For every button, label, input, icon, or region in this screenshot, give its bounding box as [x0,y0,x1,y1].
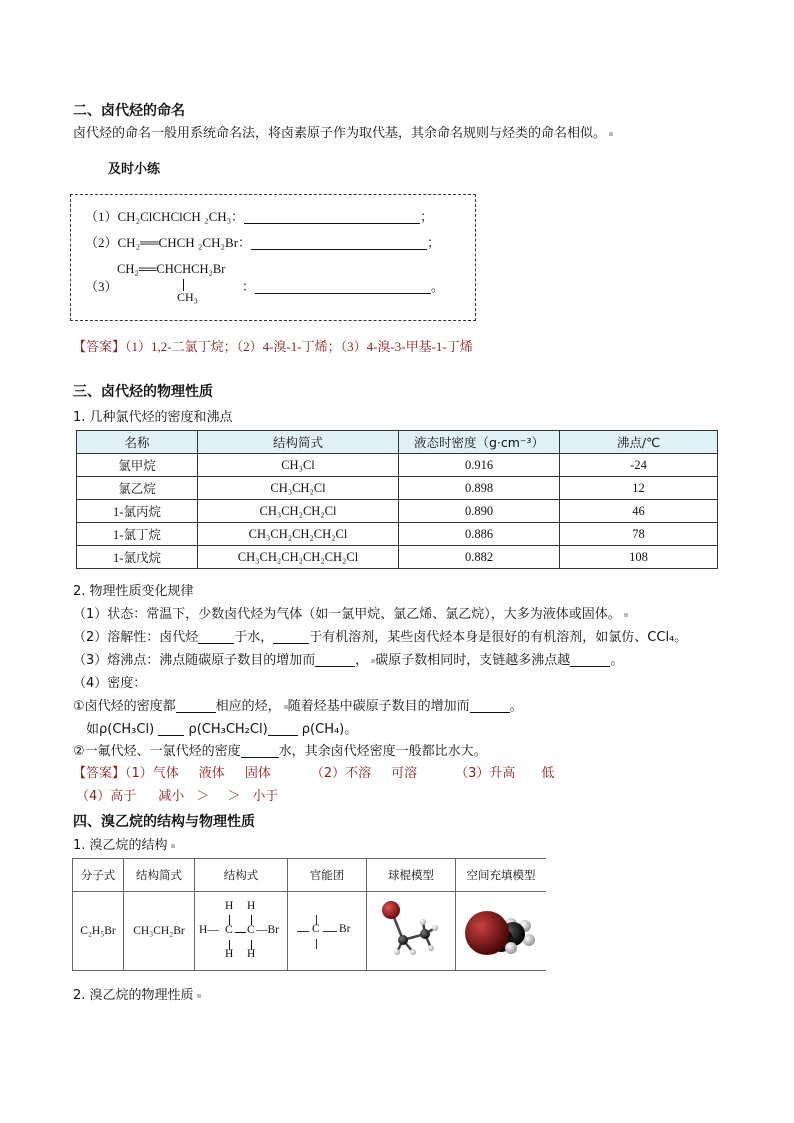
marker-icon [624,613,628,617]
practice-title: 及时小练 [108,162,161,177]
q-number: （3） [85,279,118,294]
answer-item: （4）高于 [76,789,137,804]
answer-item: 小于 [252,789,279,804]
q-end: 。 [431,279,445,294]
answer-blank[interactable] [315,652,355,667]
table-cell: 108 [560,546,718,569]
atom-label: —Br [256,924,279,936]
rule-text: ρ(CH₃CH₂Cl) [188,722,268,737]
atom-label: C [225,924,233,936]
answer-blank[interactable] [268,721,298,736]
paragraph [73,122,613,141]
table-cell: 氯乙烷 [77,477,198,500]
structural-formula-cell [195,892,288,971]
table-cell: CH₃CH₂CH₂Cl [198,500,399,523]
marker-icon [171,844,175,848]
functional-group-cell [288,892,367,971]
answer-item: （1）气体 [125,766,179,781]
rule-text: （3）熔沸点：沸点随碳原子数目的增加而 [73,653,316,668]
answer-blank[interactable] [251,235,427,250]
table-cell: CH₃CH₂Cl [198,477,399,500]
answer-item: 可溶 [391,766,418,781]
atom-label: H [247,900,256,912]
answer-blank[interactable] [176,698,216,713]
section-heading: 四、溴乙烷的结构与物理性质 [73,814,255,830]
answer-tag: 【答案】 [73,340,126,355]
chlorinated-hydrocarbon-table [76,430,718,569]
table-cell: 1-氯戊烷 [77,546,198,569]
rule-text: 相应的烃， [215,699,281,714]
rule-text: 如ρ(CH₃Cl) [86,722,155,737]
answer-blank[interactable] [158,721,184,736]
column-header: 名称 [77,431,198,454]
answer-blank[interactable] [198,629,234,644]
answer-item: ＞ [196,789,210,804]
q3-formula-top: CH₂══CHCHCH₂Br [117,262,226,276]
answer-item: （3）升高 [455,766,516,781]
rule-text: ， [355,653,369,668]
table-row [73,892,547,971]
column-header: 球棍模型 [367,859,456,892]
answer-blank[interactable] [570,652,610,667]
subheading: 1. 几种氯代烃的密度和沸点 [73,410,233,425]
table-cell: 0.886 [399,523,560,546]
atom-label: H [225,948,234,960]
marker-icon [609,132,613,136]
column-header: 结构简式 [124,859,195,892]
space-filling-model-image [457,896,545,966]
rule-text: 于有机溶剂，某些卤代烃本身是很好的有机溶剂，如氯仿、CCl₄。 [309,630,688,645]
q-colon: ： [242,279,256,294]
answer-blank[interactable] [470,698,510,713]
rule-text: 。 [509,699,523,714]
rule-text: （2）溶解性：卤代烃 [73,630,199,645]
column-header: 分子式 [73,859,124,892]
q-number: （1） [85,209,118,224]
section-heading: 二、卤代烃的命名 [73,103,185,119]
q-end: ； [420,209,434,224]
rule-text: 。 [610,653,624,668]
answer-item: ＞ [227,789,241,804]
bromoethane-structure-table [72,858,546,971]
atom-label: H— [199,924,219,936]
answer-blank[interactable] [255,279,431,294]
q-number: （2） [85,235,118,250]
answer-line [73,762,554,781]
q3-formula-branch: CH₃ [177,290,198,304]
intro-text: 卤代烃的命名一般用系统命名法，将卤素原子作为取代基，其余命名规则与烃类的命名相似。 [73,126,607,141]
q-formula: CH₂══CHCH ₂CH₂Br： [117,235,252,250]
table-cell: -24 [560,454,718,477]
atom-label: C [247,924,255,936]
answer-item: 减小 [158,789,185,804]
rule-line [73,649,623,668]
table-cell: 46 [560,500,718,523]
table-row [77,454,718,477]
atom-label: Br [339,923,351,935]
question-1 [85,206,433,225]
table-row [77,546,718,569]
ball-stick-model-cell [367,892,456,971]
answer-text: （1）1,2-二氯丁烷；（2）4-溴-1-丁烯；（3）4-溴-3-甲基-1-丁烯 [125,339,473,354]
table-cell: 1-氯丁烷 [77,523,198,546]
rule-text: 碳原子数相同时，支链越多沸点越 [375,653,571,668]
table-cell: CH₃CH₂CH₂CH₂Cl [198,523,399,546]
answer-line [73,336,473,355]
bond-line [323,931,337,932]
answer-blank[interactable] [241,743,279,758]
table-cell: 0.890 [399,500,560,523]
table-cell: 氯甲烷 [77,454,198,477]
column-header: 沸点/℃ [560,431,718,454]
column-header: 官能团 [288,859,367,892]
subheading-text: 1. 溴乙烷的结构 [73,838,168,853]
column-header: 液态时密度（g·cm⁻³） [399,431,560,454]
column-header: 结构式 [195,859,288,892]
table-cell: 78 [560,523,718,546]
molecular-formula: C₂H₅Br [73,892,124,971]
answer-item: 固体 [244,766,271,781]
table-cell: 0.882 [399,546,560,569]
rule-text: ①卤代烃的密度都 [73,699,176,714]
table-cell: 0.916 [399,454,560,477]
ball-stick-model-image [373,896,449,966]
answer-blank[interactable] [244,209,420,224]
q-end: ； [427,235,441,250]
rule-text: ②一氟代烃、一氯代烃的密度 [73,744,241,759]
rule-text: ρ(CH₄)。 [301,722,358,737]
rule-text: （1）状态：常温下，少数卤代烃为气体（如一氯甲烷、氯乙烯、氯乙烷），大多为液体或固体。 [73,607,621,622]
table-cell: 12 [560,477,718,500]
table-row [77,500,718,523]
table-cell: CH₃Cl [198,454,399,477]
subheading-text: 2. 溴乙烷的物理性质 [73,988,194,1003]
answer-item: 液体 [198,766,225,781]
rule-line [86,718,357,737]
rule-line [73,740,487,759]
atom-label: H [247,948,256,960]
question-3-answer [242,276,444,295]
single-bond [235,932,246,933]
bond-line [297,931,309,932]
rule-text: 于水， [234,630,274,645]
section-heading: 三、卤代烃的物理性质 [73,384,213,400]
table-header-row [77,431,718,454]
bond-line [316,939,317,949]
column-header: 空间充填模型 [456,859,547,892]
rule-line [73,695,523,714]
table-cell: 0.898 [399,477,560,500]
q-formula: CH₂ClCHClCH ₂CH₃： [117,209,245,224]
question-2 [85,232,440,251]
rule-text: 水，其余卤代烃密度一般都比水大。 [278,744,487,759]
rule-line [73,626,687,645]
subheading [73,834,175,853]
rule-line [73,603,628,622]
answer-item: （2）不溶 [310,766,372,781]
answer-line [76,785,278,804]
table-row [77,477,718,500]
space-filling-model-cell [456,892,547,971]
marker-icon [197,994,201,998]
answer-tag: 【答案】 [73,766,126,781]
column-header: 结构简式 [198,431,399,454]
subheading: 2. 物理性质变化规律 [73,584,194,599]
answer-item: 低 [541,766,555,781]
rule-text: 随着烃基中碳原子数目的增加而 [287,699,470,714]
table-cell: 1-氯丙烷 [77,500,198,523]
structural-short: CH₃CH₂Br [124,892,195,971]
answer-blank[interactable] [273,629,309,644]
atom-label: H [225,900,234,912]
rule-line: （4）密度： [73,676,147,691]
table-cell: CH₃CH₂CH₂CH₂CH₂Cl [198,546,399,569]
table-header-row [73,859,547,892]
table-row [77,523,718,546]
atom-label: C [312,923,320,935]
subheading [73,984,201,1003]
